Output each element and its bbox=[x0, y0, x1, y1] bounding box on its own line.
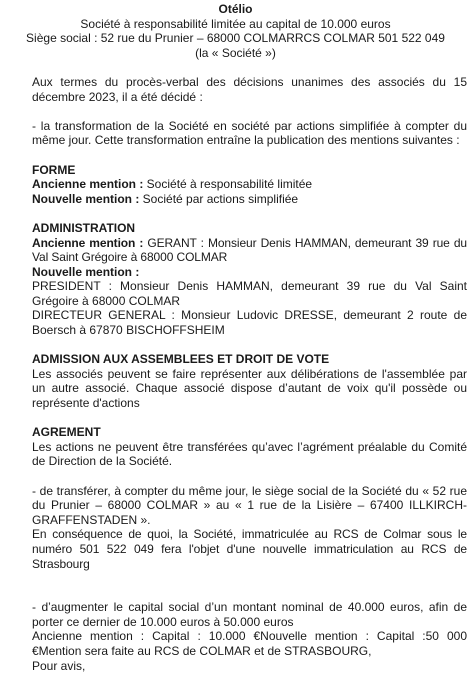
intro-paragraph: Aux termes du procès-verbal des décisions unanimes des associés du 15 décembre 2023, il a été décidé : bbox=[32, 74, 467, 104]
registered-office: Siège social : 52 rue du Prunier – 68000 COLMARRCS COLMAR 501 522 049 bbox=[26, 31, 445, 46]
forme-old-label: Ancienne mention : bbox=[32, 177, 144, 192]
forme-title: FORME bbox=[32, 162, 76, 177]
forme-old-value: Société à responsabilité limitée bbox=[143, 177, 313, 192]
forme-new-value: Société par actions simplifiée bbox=[139, 191, 299, 206]
forme-section bbox=[4, 163, 467, 207]
administration-old-label: Ancienne mention : bbox=[32, 235, 144, 250]
spacer bbox=[4, 469, 467, 484]
administration-title: ADMINISTRATION bbox=[32, 220, 136, 235]
administration-old-mention bbox=[4, 236, 467, 265]
agrement-title: AGREMENT bbox=[32, 425, 101, 440]
closing-text: Pour avis, bbox=[32, 658, 86, 673]
admission-title: ADMISSION AUX ASSEMBLEES ET DROIT DE VOTE bbox=[32, 352, 330, 367]
capital-paragraph: - d’augmenter le capital social d’un montant nominal de 40.000 euros, afin de porter ce dernier de 10.000 euros à 50.000 euros bbox=[32, 600, 467, 629]
transfer-consequence: En conséquence de quoi, la Société, immatriculée au RCS de Colmar sous le numéro 501 522 049 fera l'objet d'une nouvelle immatriculation au RCS de Strasbourg bbox=[32, 527, 467, 571]
agrement-text: Les actions ne peuvent être transférées qu’avec l’agrément préalable du Comité de Direction de la Société. bbox=[32, 439, 467, 469]
capital-mention: Ancienne mention : Capital : 10.000 €Nouvelle mention : Capital :50 000 €Mention sera faite au RCS de COLMAR et de STRASBOURG, bbox=[32, 629, 467, 658]
administration-new-label: Nouvelle mention : bbox=[32, 264, 140, 279]
admission-text: Les associés peuvent se faire représenter aux délibérations de l'assemblée par un autre associé. Chaque associé dispose d’autant de voix qu'il possède ou représente d'actions bbox=[32, 366, 467, 411]
transformation-paragraph: - la transformation de la Société en société par actions simplifiée à compter du même jour. Cette transformation entraîne la publication des mentions suivantes : bbox=[32, 118, 467, 148]
administration-president: PRESIDENT : Monsieur Denis HAMMAN, demeurant 39 rue du Val Saint Grégoire à 68000 COLMAR bbox=[32, 279, 467, 308]
forme-new-mention bbox=[32, 192, 467, 207]
spacer bbox=[4, 338, 467, 353]
spacer bbox=[4, 60, 467, 75]
spacer bbox=[4, 206, 467, 221]
transfer-paragraph: - de transférer, à compter du même jour, le siège social de la Société du « 52 rue du Prunier – 68000 COLMAR » au « 1 rue de la Lisière – 67400 ILLKIRCH-GRAFFENSTADEN ». bbox=[32, 483, 467, 527]
company-name: Otélio bbox=[218, 2, 253, 16]
administration-old-value: GERANT : Monsieur Denis HAMMAN, demeurant 39 rue du Val Saint Grégoire à 68000 COLMAR bbox=[32, 235, 467, 265]
company-form-capital: Société à responsabilité limitée au capital de 10.000 euros bbox=[80, 16, 391, 31]
spacer bbox=[4, 411, 467, 426]
spacer bbox=[4, 148, 467, 163]
forme-new-label: Nouvelle mention : bbox=[32, 191, 140, 206]
forme-old-mention bbox=[32, 177, 467, 192]
company-alias: (la « Société ») bbox=[195, 45, 276, 60]
spacer bbox=[4, 104, 467, 119]
spacer bbox=[4, 571, 467, 600]
administration-dg: DIRECTEUR GENERAL : Monsieur Ludovic DRESSE, demeurant 2 route de Boersch à 67870 BISCHOFFSHEIM bbox=[32, 308, 467, 338]
